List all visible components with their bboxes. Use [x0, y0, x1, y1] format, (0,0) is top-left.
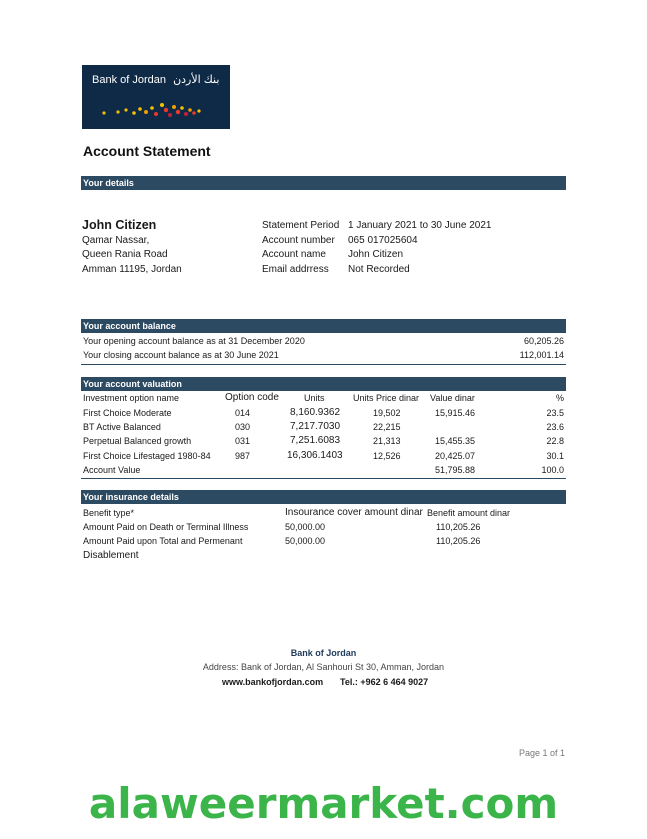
statement-period-label: Statement Period: [262, 220, 340, 231]
table-row-units: 7,251.6083: [290, 435, 341, 446]
table-row-code: 987: [235, 451, 251, 461]
table-row-value: 15,915.46: [435, 408, 476, 418]
account-value-pct: 100.0: [541, 465, 564, 475]
col-cover-amount: Insourance cover amount dinar: [285, 507, 423, 518]
col-benefit-type: Benefit type*: [83, 508, 135, 518]
insurance-row-cover: 50,000.00: [285, 536, 326, 546]
table-row-value: 20,425.07: [435, 451, 476, 461]
address-line-3: Amman 11195, Jordan: [82, 264, 182, 275]
account-number-label: Account number: [262, 235, 335, 246]
table-row-value: 15,455.35: [435, 436, 476, 446]
opening-balance-label: Your opening account balance as at 31 December 2020: [83, 336, 305, 346]
table-row-pct: 22.8: [546, 436, 564, 446]
col-investment-name: Investment option name: [83, 393, 180, 403]
customer-name: John Citizen: [82, 218, 157, 232]
bank-logo: [82, 65, 230, 129]
closing-balance-label: Your closing account balance as at 30 June 2021: [83, 350, 279, 360]
col-value: Value dinar: [430, 393, 475, 403]
page-number: Page 1 of 1: [518, 748, 565, 758]
valuation-divider: [81, 478, 566, 479]
table-row-name: BT Active Balanced: [83, 422, 161, 432]
table-row-price: 12,526: [373, 451, 401, 461]
table-row-price: 22,215: [373, 422, 401, 432]
account-value-total: 51,795.88: [435, 465, 476, 475]
insurance-header: Your insurance details: [81, 490, 566, 504]
insurance-row-benefit: 110,205.26: [436, 522, 481, 532]
table-row-code: 014: [235, 408, 251, 418]
col-option-code: Option code: [225, 392, 279, 403]
footer-bank-name: Bank of Jordan: [290, 648, 357, 658]
email-value: Not Recorded: [348, 264, 410, 275]
page-title: Account Statement: [83, 143, 211, 159]
table-row-name: First Choice Moderate: [83, 408, 172, 418]
address-line-1: Qamar Nassar,: [82, 235, 150, 246]
balance-divider: [81, 364, 566, 365]
closing-balance-value: 112,001.14: [519, 350, 564, 360]
details-header: Your details: [81, 176, 566, 190]
table-row-price: 19,502: [373, 408, 401, 418]
col-unit-price: Units Price dinar: [353, 393, 420, 403]
insurance-row-type-cont: Disablement: [83, 550, 139, 561]
table-row-price: 21,313: [373, 436, 401, 446]
valuation-header: Your account valuation: [81, 377, 566, 391]
table-row-name: First Choice Lifestaged 1980-84: [83, 451, 211, 461]
table-row-name: Perpetual Balanced growth: [83, 436, 192, 446]
address-line-2: Queen Rania Road: [82, 249, 168, 260]
logo-text-ar: بنك الأردن: [173, 74, 220, 86]
opening-balance-value: 60,205.26: [523, 336, 564, 346]
watermark-text: alaweermarket.com: [88, 779, 559, 828]
insurance-row-type: Amount Paid on Death or Terminal Illness: [83, 522, 249, 532]
logo-text-en: Bank of Jordan: [92, 74, 166, 86]
statement-period-value: 1 January 2021 to 30 June 2021: [348, 220, 492, 231]
insurance-row-type: Amount Paid upon Total and Permenant: [83, 536, 243, 546]
account-number-value: 065 017025604: [348, 235, 418, 246]
account-name-label: Account name: [262, 249, 326, 260]
insurance-row-cover: 50,000.00: [285, 522, 326, 532]
email-label: Email addrress: [262, 264, 329, 275]
table-row-pct: 23.6: [546, 422, 564, 432]
col-percent: %: [555, 393, 564, 403]
table-row-pct: 30.1: [546, 451, 564, 461]
table-row-code: 031: [235, 436, 251, 446]
balance-header: Your account balance: [81, 319, 566, 333]
logo-dots-icon: [82, 95, 230, 125]
account-name-value: John Citizen: [348, 249, 404, 260]
table-row-units: 16,306.1403: [287, 450, 343, 461]
table-row-units: 8,160.9362: [290, 407, 341, 418]
account-value-label: Account Value: [83, 465, 141, 475]
table-row-code: 030: [235, 422, 251, 432]
table-row-pct: 23.5: [546, 408, 564, 418]
table-row-units: 7,217.7030: [290, 421, 341, 432]
footer-website-link[interactable]: www.bankofjordan.com: [222, 677, 324, 687]
footer-phone: Tel.: +962 6 464 9027: [340, 677, 429, 687]
col-units: Units: [304, 393, 325, 403]
col-benefit-amount: Benefit amount dinar: [427, 508, 511, 518]
footer-address: Address: Bank of Jordan, Al Sanhouri St 30, Amman, Jordan: [202, 662, 445, 672]
insurance-row-benefit: 110,205.26: [436, 536, 481, 546]
